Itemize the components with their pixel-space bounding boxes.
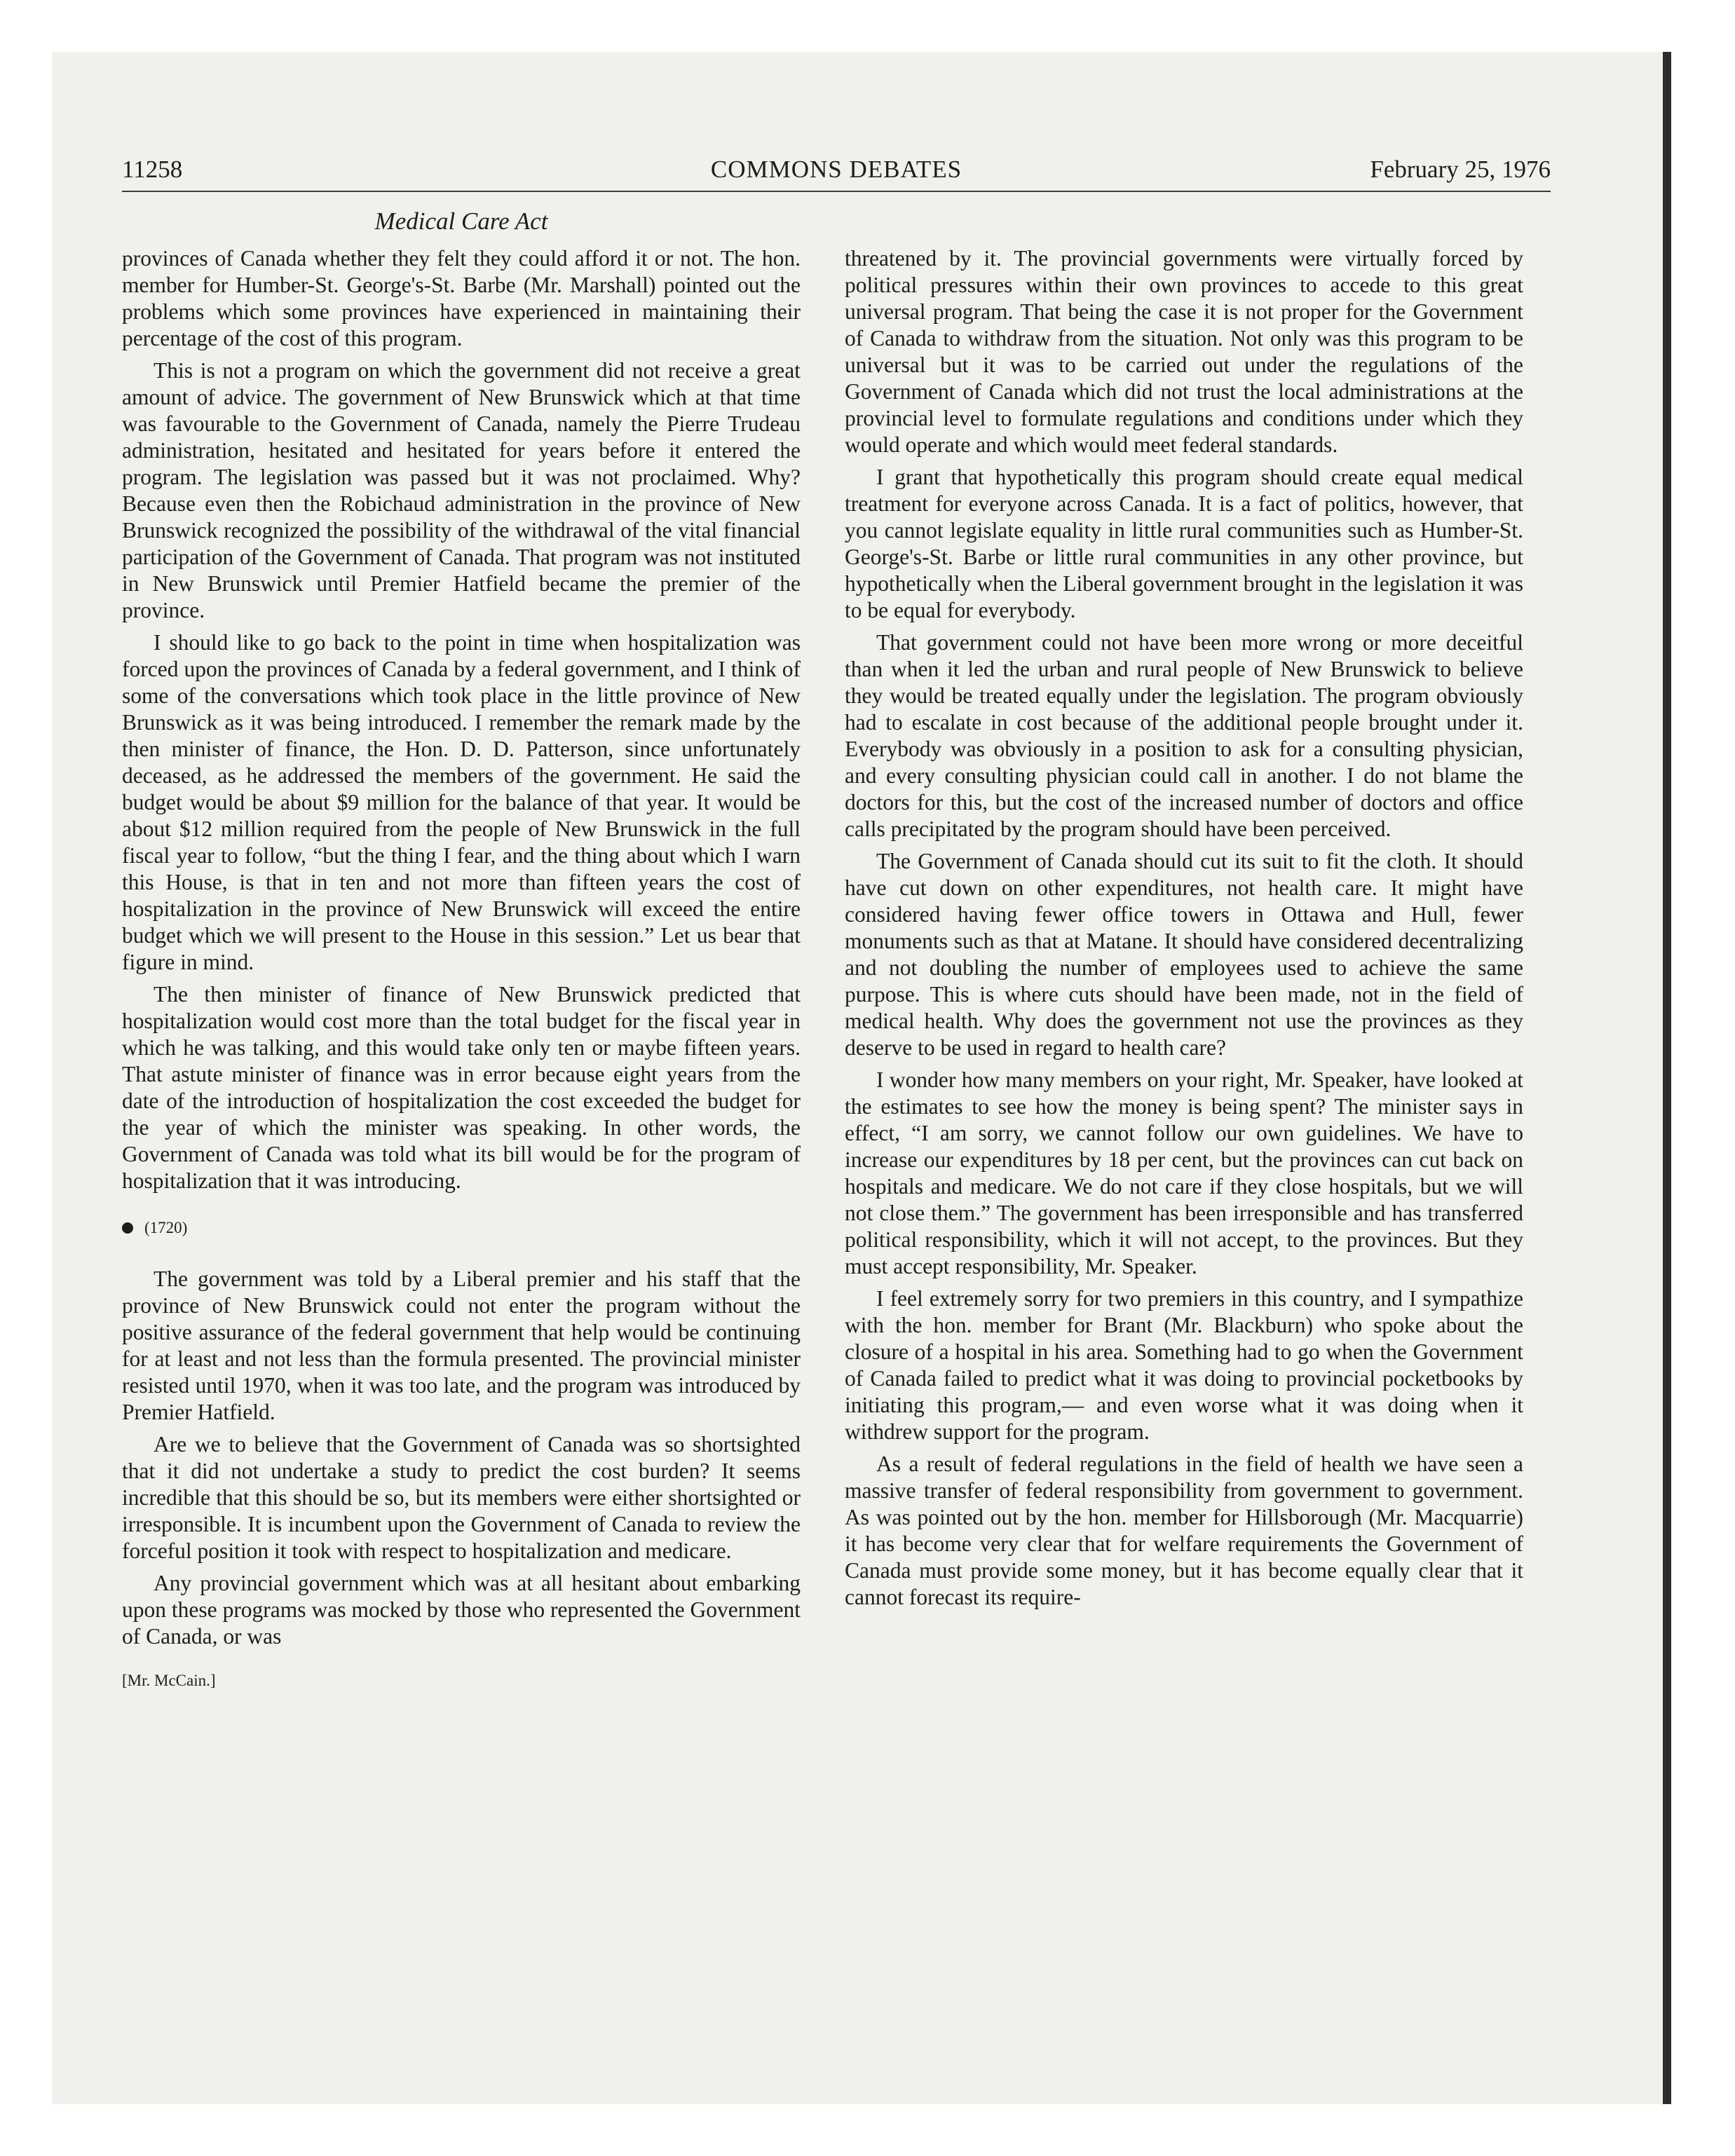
bullet-icon [122, 1222, 133, 1234]
paragraph: As a result of federal regulations in the field of health we have seen a massive transfer of federal responsibility from government to government. As was pointed out by the hon. member for Hillsborough (Mr. Macquarrie) it has become very clear that for welfare requirements the Government of Canada must provide some money, but it has become equally clear that it cannot forecast its require- [845, 1452, 1523, 1609]
right-column [845, 245, 1523, 1616]
paragraph: The government was told by a Liberal premier and his staff that the province of New Brunswick could not enter the program without the positive assurance of the federal government that help would be continuing for at least and not less than the formula presented. The provincial minister resisted until 1970, when it was too late, and the program was introduced by Premier Hatfield. [122, 1267, 801, 1424]
time-marker-text: (1720) [144, 1219, 188, 1236]
page-header [122, 156, 1551, 189]
paragraph: I grant that hypothetically this program should create equal medical treatment for everyone across Canada. It is a fact of politics, however, that you cannot legislate equality in little rural communities such as Humber-St. George's-St. Barbe or little rural communities in any other province, but hypothetically when the Liberal government brought in the legislation it was to be equal for everybody. [845, 465, 1523, 622]
speaker-attribution: [Mr. McCain.] [122, 1672, 216, 1689]
paragraph: I wonder how many members on your right, Mr. Speaker, have looked at the estimates to see how the money is being spent? The minister says in effect, “I am sorry, we cannot follow our own guidelines. We have to increase our expenditures by 18 per cent, but the provinces can cut back on hospitals and medicare. We do not care if they close hospitals, but we will not close them.” The government has been irresponsible and has transferred political responsibility, which it will not accept, to the provinces. But they must accept responsibility, Mr. Speaker. [845, 1067, 1523, 1278]
paragraph: The Government of Canada should cut its suit to fit the cloth. It should have cut down on other expenditures, not health care. It might have considered having fewer office towers in Ottawa and Hull, fewer monuments such as that at Matane. It should have considered decentralizing and not doubling the number of employees used to achieve the same purpose. This is where cuts should have been made, not in the field of medical health. Why does the government not use the provinces as they deserve to be used in regard to health care? [845, 849, 1523, 1060]
paragraph: Any provincial government which was at all hesitant about embarking upon these programs was mocked by those who represented the Government of Canada, or was [122, 1571, 801, 1649]
publication-title: COMMONS DEBATES [710, 156, 962, 183]
header-rule [122, 191, 1551, 192]
paragraph: This is not a program on which the government did not receive a great amount of advice. The government of New Brunswick which at that time was favourable to the Government of Canada, namely the Pierre Trudeau administration, hesitated and hesitated for years before it entered the program. The legislation was passed but it was not proclaimed. Why? Because even then the Robichaud administration in the province of New Brunswick recognized the possibility of the withdrawal of the vital financial participation of the Government of Canada. That program was not instituted in New Brunswick until Premier Hatfield became the premier of the province. [122, 358, 801, 622]
paragraph: threatened by it. The provincial governments were virtually forced by political pressures within their own provinces to accede to this great universal program. That being the case it is not proper for the Government of Canada to withdraw from the situation. Not only was this program to be universal but it was to be carried out under the regulations of the Government of Canada which did not trust the local administrations at the provincial level to formulate regulations and conditions under which they would operate and which would meet federal standards. [845, 246, 1523, 457]
paragraph: provinces of Canada whether they felt they could afford it or not. The hon. member for Humber-St. George's-St. Barbe (Mr. Marshall) pointed out the problems which some provinces have experienced in maintaining their percentage of the cost of this program. [122, 246, 801, 350]
page-number: 11258 [122, 156, 183, 183]
left-column [122, 245, 801, 1691]
section-title: Medical Care Act [374, 207, 548, 235]
paragraph: That government could not have been more wrong or more deceitful than when it led the urban and rural people of New Brunswick to believe they would be treated equally under the legislation. The program obviously had to escalate in cost because of the additional people brought under it. Everybody was obviously in a position to ask for a consulting physician, and every consulting physician could call in another. I do not blame the doctors for this, but the cost of the increased number of doctors and office calls precipitated by the program should have been perceived. [845, 630, 1523, 841]
paragraph: I should like to go back to the point in time when hospitalization was forced upon the provinces of Canada by a federal government, and I think of some of the conversations which took place in the little province of New Brunswick as it was being introduced. I remember the remark made by the then minister of finance, the Hon. D. D. Patterson, since unfortunately deceased, as he addressed the members of the government. He said the budget would be about $9 million for the balance of that year. It would be about $12 million required from the people of New Brunswick in the full fiscal year to follow, “but the thing I fear, and the thing about which I warn this House, is that in ten and not more than fifteen years the cost of hospitalization in the province of New Brunswick will exceed the entire budget which we will present to the House in this session.” Let us bear that figure in mind. [122, 630, 801, 974]
time-marker [122, 1218, 801, 1238]
paragraph: The then minister of finance of New Brunswick predicted that hospitalization would cost more than the total budget for the fiscal year in which he was talking, and this would take only ten or maybe fifteen years. That astute minister of finance was in error because eight years from the date of the introduction of hospitalization the cost exceeded the budget for the year of which the minister was speaking. In other words, the Government of Canada was told what its bill would be for the program of hospitalization that it was introducing. [122, 982, 801, 1193]
paragraph: Are we to believe that the Government of Canada was so shortsighted that it did not undertake a study to predict the cost burden? It seems incredible that this should be so, but its members were either shortsighted or irresponsible. It is incumbent upon the Government of Canada to review the forceful position it took with respect to hospitalization and medicare. [122, 1432, 801, 1563]
paragraph: I feel extremely sorry for two premiers in this country, and I sympathize with the hon. member for Brant (Mr. Blackburn) who spoke about the closure of a hospital in his area. Something had to go when the Government of Canada failed to predict what it was doing to provincial pocketbooks by initiating this program,— and even worse what it was doing when it withdrew support for the program. [845, 1286, 1523, 1444]
publication-date: February 25, 1976 [1370, 156, 1551, 183]
page-edge-shadow [1663, 52, 1671, 2104]
